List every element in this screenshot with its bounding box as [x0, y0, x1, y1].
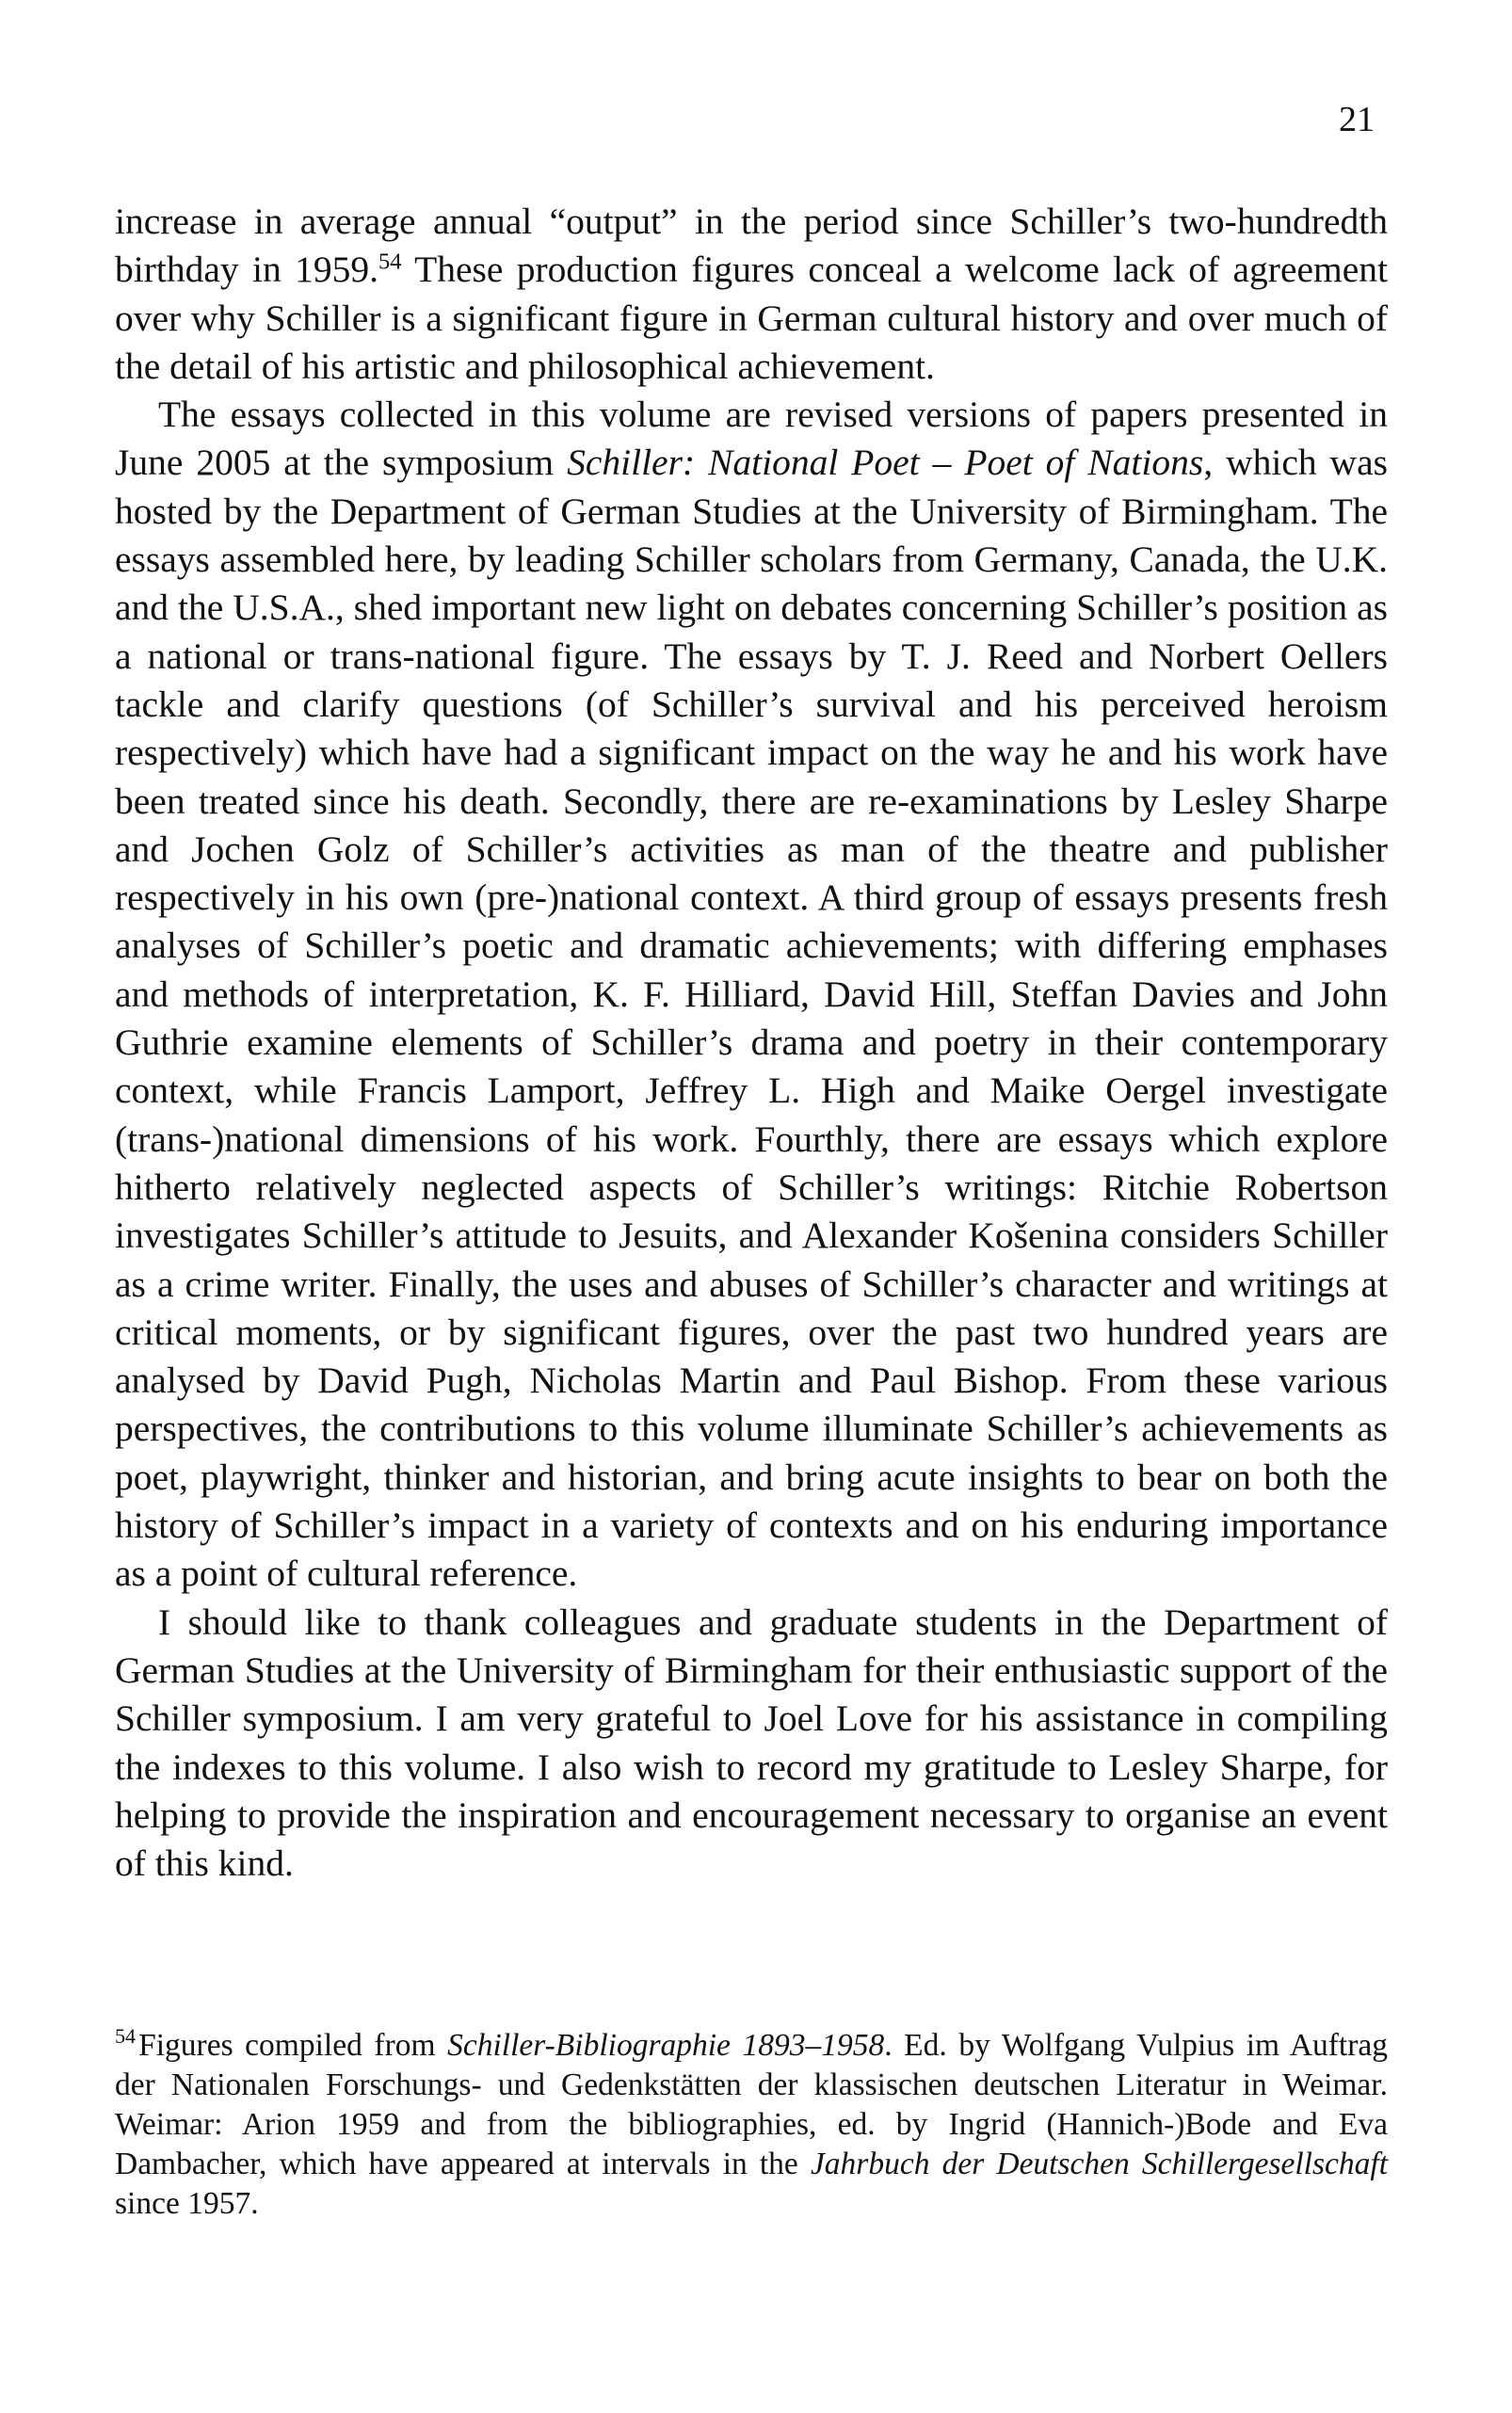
paragraph-1-text-a: increase in average annual “output” in the period since Schiller’s two-hundredth birthday in 1959.	[115, 201, 1388, 291]
footnote-text-c: since 1957.	[115, 2186, 259, 2221]
footnote-54	[115, 2023, 1389, 2224]
footnotes	[115, 2023, 1389, 2224]
footnote-reference-54: 54	[378, 249, 402, 275]
paragraph-3: I should like to thank colleagues and graduate students in the Department of German Studies at the University of Birmingham for their enthusiastic support of the Schiller symposium. I am very grateful to Joel Love for his assistance in compiling the indexes to this volume. I also wish to record my gratitude to Lesley Sharpe, for helping to provide the inspiration and encouragement necessary to organise an event of this kind.	[115, 1601, 1388, 1885]
footnote-work-title: Schiller-Bibliographie 1893–1958	[447, 2028, 885, 2063]
paragraph-1-text-b: These production figures conceal a welcome lack of agreement over why Schiller is a significant figure in German cultural history and over much of the detail of his artistic and philosophical achievement.	[115, 249, 1388, 387]
footnote-text-a: Figures compiled from	[138, 2028, 448, 2063]
body-text	[115, 198, 1388, 1888]
paragraph-2-text-b: , which was hosted by the Department of German Studies at the University of Birmingham. The essays assembled here, by leading Schiller scholars from Germany, Canada, the U.K. and the U.S.A., shed important new light on debates concerning Schiller’s position as a national or trans-national figure. The essays by T. J. Reed and Norbert Oellers tackle and clarify questions (of Schiller’s survival and his perceived heroism respectively) which have had a significant impact on the way he and his work have been treated since his death. Secondly, there are re-examinations by Lesley Sharpe and Jochen Golz of Schiller’s activities as man of the theatre and publisher respectively in his own (pre-)national context. A third group of essays presents fresh analyses of Schiller’s poetic and dramatic achievements; with differing emphases and methods of interpretation, K. F. Hilliard, David Hill, Steffan Davies and John Guthrie examine elements of Schiller’s drama and poetry in their contemporary context, while Francis Lamport, Jeffrey L. High and Maike Oergel investigate (trans-)national dimensions of his work. Fourthly, there are essays which explore hitherto relatively neglected aspects of Schiller’s writings: Ritchie Robertson investigates Schiller’s attitude to Jesuits, and Alexander Košenina considers Schiller as a crime writer. Finally, the uses and abuses of Schiller’s character and writings at critical moments, or by significant figures, over the past two hundred years are analysed by David Pugh, Nicholas Martin and Paul Bishop. From these various perspectives, the contributions to this volume illuminate Schiller’s achievements as poet, playwright, thinker and historian, and bring acute insights to bear on both the history of Schiller’s impact in a variety of contexts and on his enduring importance as a point of cultural reference.	[115, 442, 1388, 1595]
footnote-journal-title: Jahrbuch der Deutschen Schillergesellschaft	[810, 2147, 1389, 2181]
footnote-text-b: . Ed. by Wolfgang Vulpius im Auftrag der Nationalen Forschungs- und Gedenkstätten der klassischen deutschen Literatur in Weimar. Weimar: Arion 1959 and from the bibliographies, ed. by Ingrid (Hannich-)Bode and Eva Dambacher, which have appeared at intervals in the	[115, 2028, 1388, 2181]
paragraph-2	[115, 391, 1388, 1598]
symposium-title: Schiller: National Poet – Poet of Nations	[567, 442, 1204, 484]
paragraph-1	[115, 198, 1388, 391]
page-number: 21	[1339, 100, 1375, 139]
paragraph-2-text-a: The essays collected in this volume are revised versions of papers presented in June 2005 at the symposium	[115, 394, 1388, 484]
footnote-mark: 54	[115, 2023, 137, 2048]
